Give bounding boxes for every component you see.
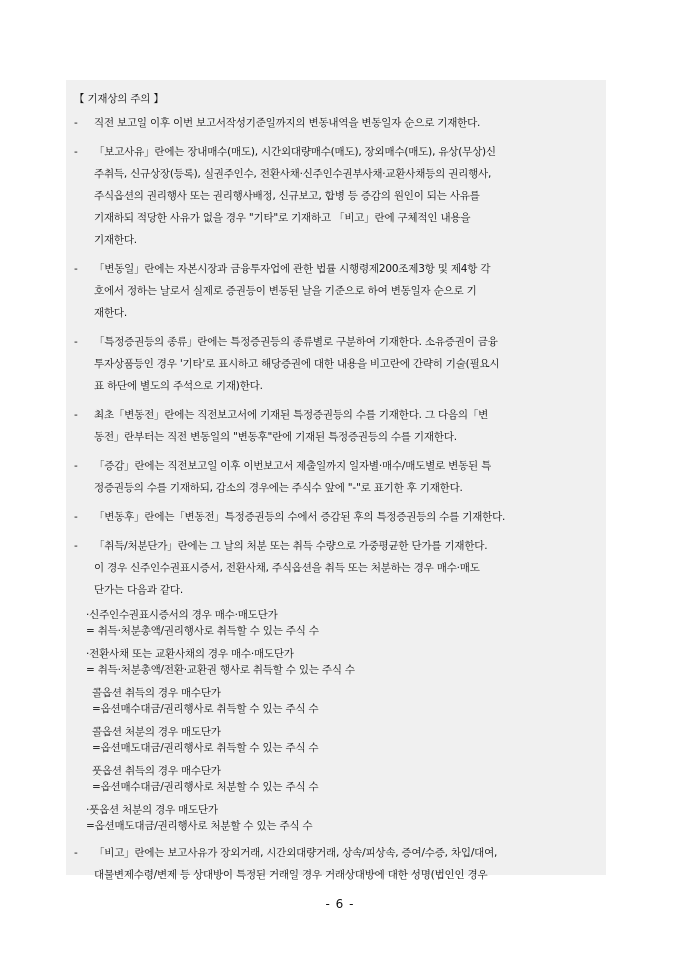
- note-text-line: 표 하단에 별도의 주석으로 기재)한다.: [94, 380, 263, 392]
- formula-block: [86, 647, 606, 678]
- unit-price-formulas: [74, 608, 606, 834]
- formula-block: [92, 764, 606, 795]
- bullet-dash: -: [74, 117, 78, 129]
- note-text-line: 주식옵션의 권리행사 또는 권리행사배정, 신규보고, 합병 등 증감의 원인이 되는 사유를: [94, 190, 480, 202]
- note-text-line: 호에서 정하는 날로서 실제로 증권등이 변동된 날을 기준으로 하여 변동일자 순으로 기: [94, 285, 477, 297]
- formula-expression: =옵션매도대금/권리행사로 처분할 수 있는 주식 수: [86, 819, 313, 832]
- bullet-dash: -: [74, 847, 78, 859]
- note-text-line: 대물변제수령/변제 등 상대방이 특정된 거래일 경우 거래상대방에 대한 성명(법인인 경우: [94, 869, 488, 881]
- note-text-line: 「변동일」란에는 자본시장과 금융투자업에 관한 법률 시행령제200조제3항 및 제4항 각: [94, 263, 491, 275]
- bullet-dash: -: [74, 511, 78, 523]
- note-text-line: 「취득/처분단가」란에는 그 날의 처분 또는 취득 수량으로 가중평균한 단가를 기재한다.: [94, 540, 488, 552]
- note-text-line: 최초「변동전」란에는 직전보고서에 기재된 특정증권등의 수를 기재한다. 그 다음의「변: [94, 409, 489, 421]
- note-text-line: 이 경우 신주인수권표시증서, 전환사채, 주식옵션을 취득 또는 처분하는 경우 매수·매도: [94, 562, 480, 574]
- formula-expression: = 취득·처분총액/권리행사로 취득할 수 있는 주식 수: [86, 624, 319, 637]
- note-item: [74, 535, 606, 601]
- formula-block: [92, 686, 606, 717]
- formula-expression: =옵션매수대금/권리행사로 처분할 수 있는 주식 수: [92, 780, 319, 793]
- note-item: [74, 112, 606, 134]
- note-text-line: 동전」란부터는 직전 변동일의 "변동후"란에 기재된 특정증권등의 수를 기재한다.: [94, 431, 457, 443]
- formula-title: ·풋옵션 처분의 경우 매도단가: [86, 804, 218, 816]
- bullet-dash: -: [74, 460, 78, 472]
- formula-title: 콜옵션 처분의 경우 매도단가: [92, 726, 221, 738]
- note-text-line: 재한다.: [94, 307, 127, 319]
- note-item: [74, 404, 606, 448]
- note-text-line: 「증감」란에는 직전보고일 이후 이번보고서 제출일까지 일자별·매수/매도별로 변동된 특: [94, 460, 492, 472]
- bullet-dash: -: [74, 336, 78, 348]
- notes-content: [74, 88, 606, 893]
- formula-block: [86, 803, 606, 834]
- notes-list-continued: [74, 842, 606, 886]
- bullet-dash: -: [74, 409, 78, 421]
- bullet-dash: -: [74, 263, 78, 275]
- note-text-line: 단가는 다음과 같다.: [94, 584, 183, 596]
- bullet-dash: -: [74, 146, 78, 158]
- page-number: - 6 -: [325, 897, 355, 911]
- note-item: [74, 506, 606, 528]
- note-text-line: 직전 보고일 이후 이번 보고서작성기준일까지의 변동내역을 변동일자 순으로 기재한다.: [94, 117, 481, 129]
- note-item: [74, 258, 606, 324]
- note-text-line: 「보고사유」란에는 장내매수(매도), 시간외대량매수(매도), 장외매수(매도), 유상(무상)신: [94, 146, 496, 158]
- note-item: [74, 141, 606, 251]
- note-text-line: 정증권등의 수를 기재하되, 감소의 경우에는 주식수 앞에 "-"로 표기한 후 기재한다.: [94, 482, 463, 494]
- formula-expression: = 취득·처분총액/전환·교환권 행사로 취득할 수 있는 주식 수: [86, 663, 355, 676]
- formula-expression: =옵션매도대금/권리행사로 취득할 수 있는 주식 수: [92, 741, 319, 754]
- note-text-line: 「비고」란에는 보고사유가 장외거래, 시간외대량거래, 상속/피상속, 증여/수증, 차입/대여,: [94, 847, 498, 859]
- formula-title: ·전환사채 또는 교환사채의 경우 매수·매도단가: [86, 648, 294, 660]
- note-text-line: 투자상품등인 경우 '기타'로 표시하고 해당증권에 대한 내용을 비고란에 간략히 기술(필요시: [94, 358, 500, 370]
- formula-block: [86, 608, 606, 639]
- formula-expression: =옵션매수대금/권리행사로 취득할 수 있는 주식 수: [92, 702, 319, 715]
- notes-list: [74, 112, 606, 601]
- note-item: [74, 842, 606, 886]
- note-item: [74, 331, 606, 397]
- formula-title: ·신주인수권표시증서의 경우 매수·매도단가: [86, 609, 278, 621]
- formula-title: 풋옵션 취득의 경우 매수단가: [92, 765, 221, 777]
- note-text-line: 주취득, 신규상장(등록), 실권주인수, 전환사채·신주인수권부사채·교환사채등의 권리행사,: [94, 168, 492, 180]
- formula-block: [92, 725, 606, 756]
- note-text-line: 기재하되 적당한 사유가 없을 경우 "기타"로 기재하고 「비고」란에 구체적인 내용을: [94, 212, 471, 224]
- note-text-line: 「변동후」란에는「변동전」특정증권등의 수에서 증감된 후의 특정증권등의 수를 기재한다.: [94, 511, 506, 523]
- note-item: [74, 455, 606, 499]
- bullet-dash: -: [74, 540, 78, 552]
- formula-title: 콜옵션 취득의 경우 매수단가: [92, 687, 221, 699]
- note-text-line: 「특정증권등의 종류」란에는 특정증권등의 종류별로 구분하여 기재한다. 소유증권이 금융: [94, 336, 498, 348]
- section-heading: 【 기재상의 주의 】: [74, 93, 164, 105]
- note-text-line: 기재한다.: [94, 234, 137, 246]
